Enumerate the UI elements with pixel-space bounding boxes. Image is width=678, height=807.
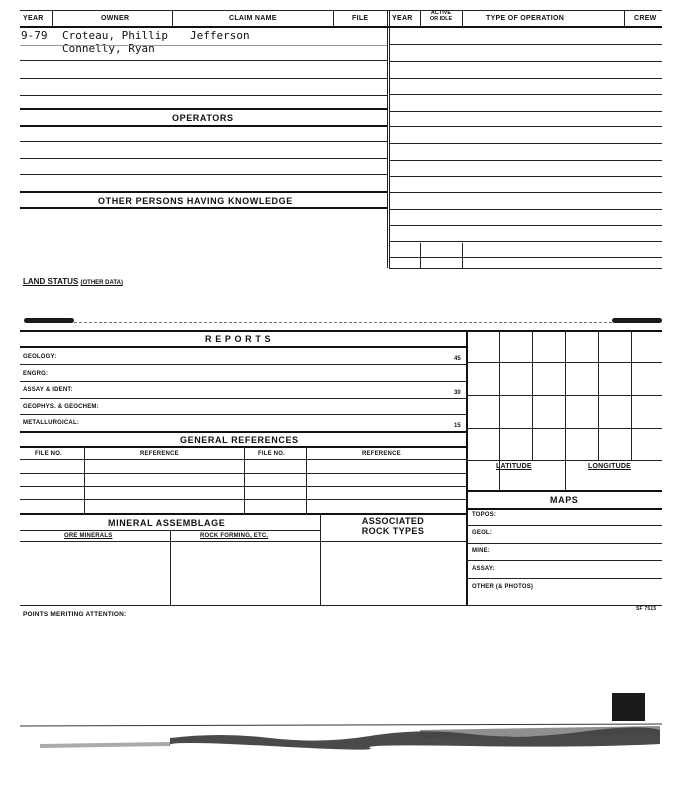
report-engrg: ENGRG:	[23, 371, 49, 377]
rock-forming-label: ROCK FORMING, ETC.	[200, 533, 269, 539]
associated-label: ASSOCIATED	[361, 516, 425, 526]
ink-smudge-right	[612, 318, 662, 323]
general-references-heading: GENERAL REFERENCES	[180, 435, 299, 445]
ink-block	[612, 693, 645, 721]
ref-reference-1: REFERENCE	[140, 451, 179, 457]
land-status-title: LAND STATUS	[23, 277, 79, 286]
other-persons-heading: OTHER PERSONS HAVING KNOWLEDGE	[98, 196, 293, 206]
points-meriting-attention-label: POINTS MERITING ATTENTION:	[23, 611, 127, 618]
entry-year: 9-79	[21, 29, 48, 42]
report-number-30: 30	[454, 390, 461, 396]
ore-minerals-label: ORE MINERALS	[64, 533, 113, 539]
report-assay-ident: ASSAY & IDENT:	[23, 387, 73, 393]
land-status-label	[23, 277, 123, 286]
latitude-label: LATITUDE	[496, 463, 532, 470]
header-active-label: ACTIVE	[430, 10, 452, 16]
report-metallurgical: METALLURGICAL:	[23, 420, 80, 426]
header-file: FILE	[352, 15, 369, 22]
header-type-of-operation: TYPE OF OPERATION	[486, 15, 565, 22]
rock-types-label: ROCK TYPES	[361, 526, 425, 536]
header-year: YEAR	[23, 15, 44, 22]
longitude-label: LONGITUDE	[588, 463, 632, 470]
map-topos: TOPOS:	[472, 512, 497, 518]
header-claim-name: CLAIM NAME	[229, 15, 277, 22]
header-year-2: YEAR	[392, 15, 413, 22]
ref-file-no-1: FILE NO.	[35, 451, 62, 457]
header-owner: OWNER	[101, 15, 130, 22]
ink-smudge-left	[24, 318, 74, 323]
header-idle-label: OR IDLE	[429, 16, 453, 22]
mineral-assemblage-heading: MINERAL ASSEMBLAGE	[108, 518, 226, 528]
map-other-photos: OTHER (& PHOTOS)	[472, 584, 534, 590]
entry-owner-2: Connelly, Ryan	[62, 42, 155, 55]
associated-rock-types-heading	[320, 516, 466, 536]
ref-reference-2: REFERENCE	[362, 451, 401, 457]
report-geology: GEOLOGY:	[23, 354, 57, 360]
land-status-note: (OTHER DATA)	[80, 280, 123, 286]
maps-heading: MAPS	[550, 495, 579, 505]
report-number-45: 45	[454, 356, 461, 362]
entry-owner-1: Croteau, Phillip	[62, 29, 168, 42]
map-mine: MINE:	[472, 548, 490, 554]
header-active-or-idle	[422, 10, 460, 22]
ref-file-no-2: FILE NO.	[258, 451, 285, 457]
entry-claim-name: Jefferson	[190, 29, 250, 42]
report-number-15: 15	[454, 423, 461, 429]
report-geophys-geochem: GEOPHYS. & GEOCHEM:	[23, 404, 99, 410]
reports-heading: R E P O R T S	[205, 334, 272, 344]
map-assay: ASSAY:	[472, 566, 495, 572]
form-number: SF 7515	[636, 606, 657, 612]
scan-noise-band	[20, 718, 662, 758]
header-crew: CREW	[634, 15, 657, 22]
operators-heading: OPERATORS	[172, 113, 234, 123]
map-geol: GEOL:	[472, 530, 492, 536]
